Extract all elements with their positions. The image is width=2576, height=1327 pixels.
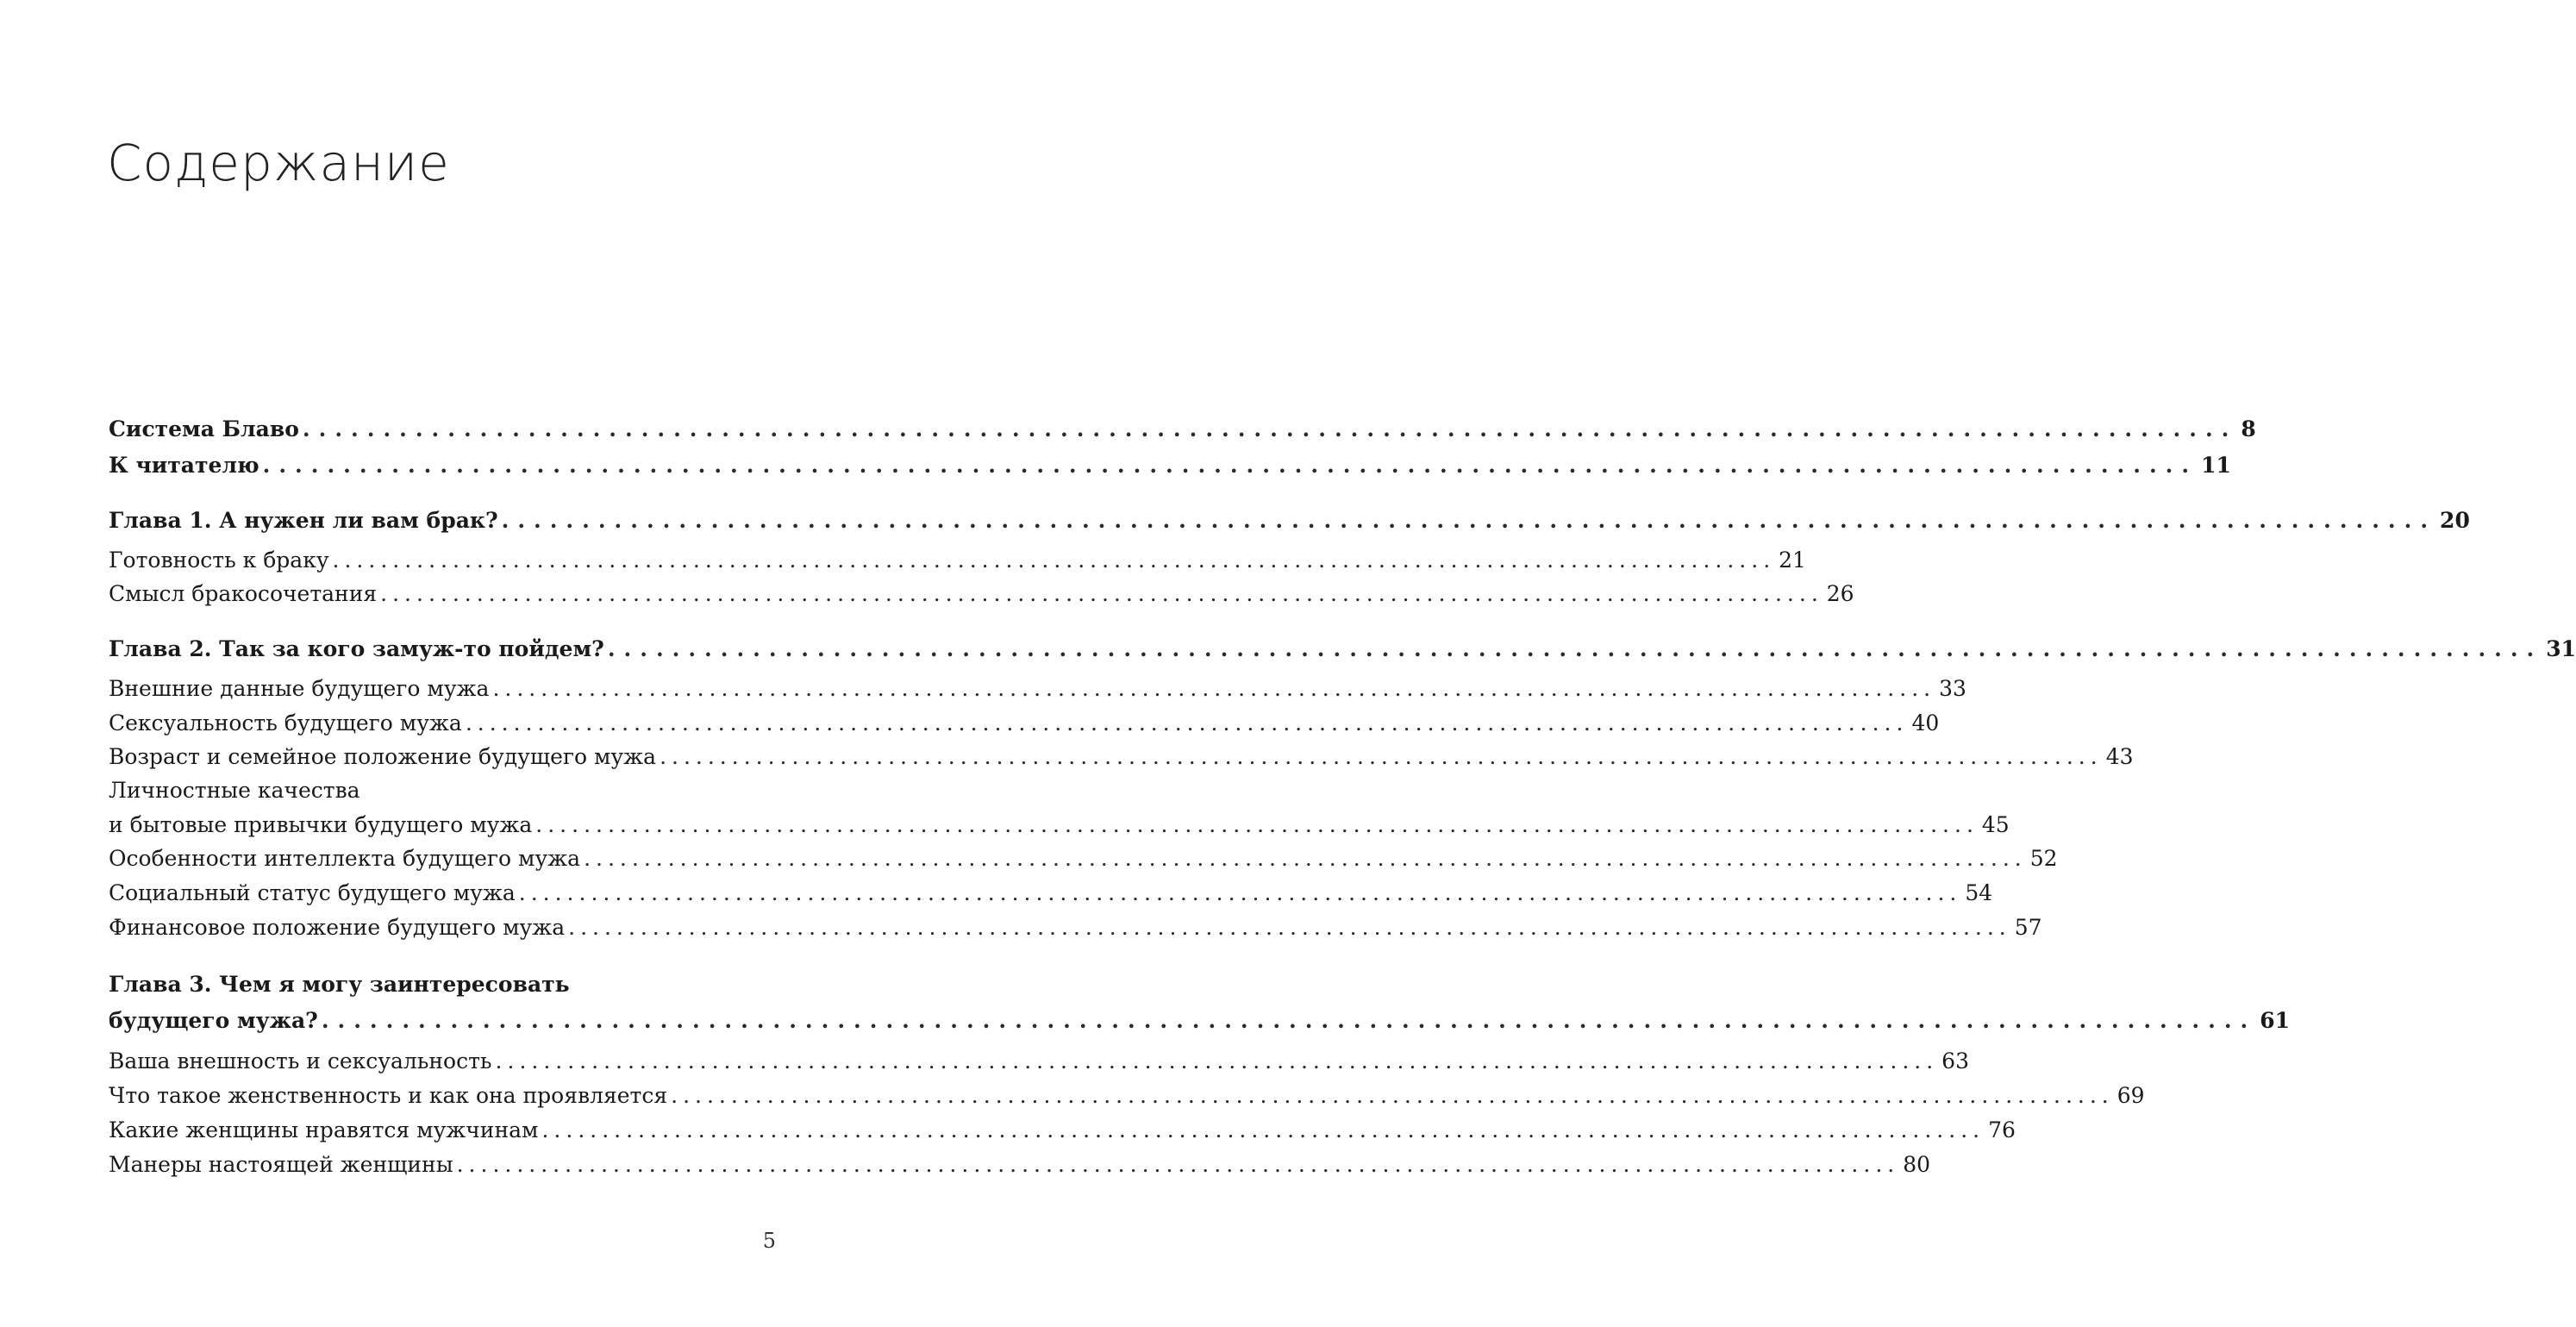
toc-entry-page: 20 (2440, 508, 2470, 533)
toc-entry-kakie-zhenshchiny[interactable] (109, 1113, 2016, 1148)
toc-entry-page: 31 (2546, 636, 2576, 661)
toc-entry-page: 63 (1941, 1048, 1969, 1073)
toc-entry-lichnostnye[interactable] (109, 808, 2010, 842)
toc-entry-label: будущего мужа? (109, 1008, 318, 1033)
toc-entry-vneshnie-dannye[interactable] (109, 672, 1966, 706)
toc-entry-page: 54 (1965, 880, 1993, 905)
toc-entry-smysl[interactable] (109, 577, 1854, 611)
toc-leader-dots: ........................................................................................................................ (302, 416, 2238, 441)
toc-entry-label: Внешние данные будущего мужа (109, 676, 490, 701)
toc-chapter-3-heading-line1[interactable]: Глава 3. Чем я могу заинтересовать (109, 972, 570, 997)
toc-entry-page: 33 (1939, 676, 1966, 701)
toc-leader-dots: ........................................................................................................................ (321, 1008, 2257, 1033)
toc-leader-dots: ........................................................................................................................ (492, 676, 1936, 701)
toc-entry-k-chitatelyu[interactable] (109, 448, 2231, 483)
toc-entry-finansovoe[interactable] (109, 911, 2042, 945)
toc-entry-page: 45 (1981, 812, 2010, 837)
toc-entry-label: Возраст и семейное положение будущего мужа (109, 744, 657, 769)
toc-entry-page: 40 (1911, 710, 1940, 735)
toc-leader-dots: ........................................................................................................................ (465, 710, 1909, 735)
toc-entry-label: Особенности интеллекта будущего мужа (109, 846, 581, 871)
toc-leader-dots: ........................................................................................................................ (518, 880, 1962, 905)
toc-entry-page: 61 (2260, 1008, 2291, 1033)
toc-chapter-1-heading[interactable] (109, 504, 2470, 538)
toc-entry-label: Социальный статус будущего мужа (109, 880, 516, 905)
toc-entry-label: Глава 2. Так за кого замуж-то пойдем? (109, 636, 604, 661)
toc-leader-dots: ........................................................................................................................ (535, 812, 1979, 837)
toc-chapter-2-heading[interactable] (109, 632, 2576, 667)
toc-entry-label: Система Блаво (109, 416, 299, 441)
toc-entry-zhenstvennost[interactable] (109, 1079, 2145, 1113)
toc-entry-lichnostnye-line1[interactable]: Личностные качества (109, 778, 360, 803)
toc-entry-socialnyj-status[interactable] (109, 876, 1993, 911)
toc-leader-dots: ........................................................................................................................ (456, 1152, 1900, 1177)
toc-leader-dots: ........................................................................................................................ (607, 636, 2543, 661)
toc-entry-intellekt[interactable] (109, 842, 2058, 876)
toc-entry-label: Ваша внешность и сексуальность (109, 1048, 492, 1073)
toc-leader-dots: ........................................................................................................................ (660, 744, 2103, 769)
toc-entry-seksualnost[interactable] (109, 706, 1940, 741)
toc-entry-page: 8 (2241, 416, 2256, 441)
toc-leader-dots: ........................................................................................................................ (495, 1048, 1939, 1073)
toc-leader-dots: ........................................................................................................................ (584, 846, 2027, 871)
toc-leader-dots: ........................................................................................................................ (501, 508, 2437, 533)
toc-leader-dots: ........................................................................................................................ (380, 581, 1823, 606)
toc-entry-page: 69 (2116, 1083, 2145, 1108)
toc-entry-sistema-blavo[interactable] (109, 412, 2256, 447)
toc-leader-dots: ........................................................................................................................ (568, 915, 2011, 940)
toc-entry-label: Смысл бракосочетания (109, 581, 378, 606)
toc-entry-page: 57 (2014, 915, 2042, 940)
toc-entry-page: 11 (2201, 453, 2231, 478)
toc-entry-page: 76 (1988, 1117, 2016, 1142)
toc-chapter-3-heading[interactable] (109, 1004, 2291, 1038)
toc-entry-label: Сексуальность будущего мужа (109, 710, 462, 735)
toc-entry-label: Готовность к браку (109, 548, 329, 573)
toc-leader-dots: ........................................................................................................................ (671, 1083, 2114, 1108)
page-title: Содержание (107, 134, 450, 192)
toc-entry-page: 21 (1779, 548, 1806, 573)
toc-entry-page: 52 (2029, 846, 2058, 871)
toc-entry-gotovnost[interactable] (109, 543, 1806, 578)
toc-entry-manery[interactable] (109, 1148, 1931, 1182)
toc-leader-dots: ........................................................................................................................ (262, 453, 2198, 478)
toc-entry-label: Какие женщины нравятся мужчинам (109, 1117, 539, 1142)
page-number: 5 (762, 1229, 776, 1253)
toc-entry-page: 80 (1903, 1152, 1931, 1177)
toc-entry-label: Что такое женственность и как она проявляется (109, 1083, 668, 1108)
toc-entry-vasha-vneshnost[interactable] (109, 1044, 1969, 1079)
toc-entry-label: Манеры настоящей женщины (109, 1152, 453, 1177)
toc-entry-label: К читателю (109, 453, 259, 478)
toc-leader-dots: ........................................................................................................................ (541, 1117, 1985, 1142)
toc-leader-dots: ........................................................................................................................ (332, 548, 1776, 573)
toc-entry-label: и бытовые привычки будущего мужа (109, 812, 533, 837)
toc-entry-vozrast[interactable] (109, 740, 2134, 774)
toc-entry-page: 43 (2105, 744, 2134, 769)
toc-entry-label: Глава 1. А нужен ли вам брак? (109, 508, 498, 533)
toc-entry-label: Финансовое положение будущего мужа (109, 915, 566, 940)
toc-entry-page: 26 (1826, 581, 1854, 606)
